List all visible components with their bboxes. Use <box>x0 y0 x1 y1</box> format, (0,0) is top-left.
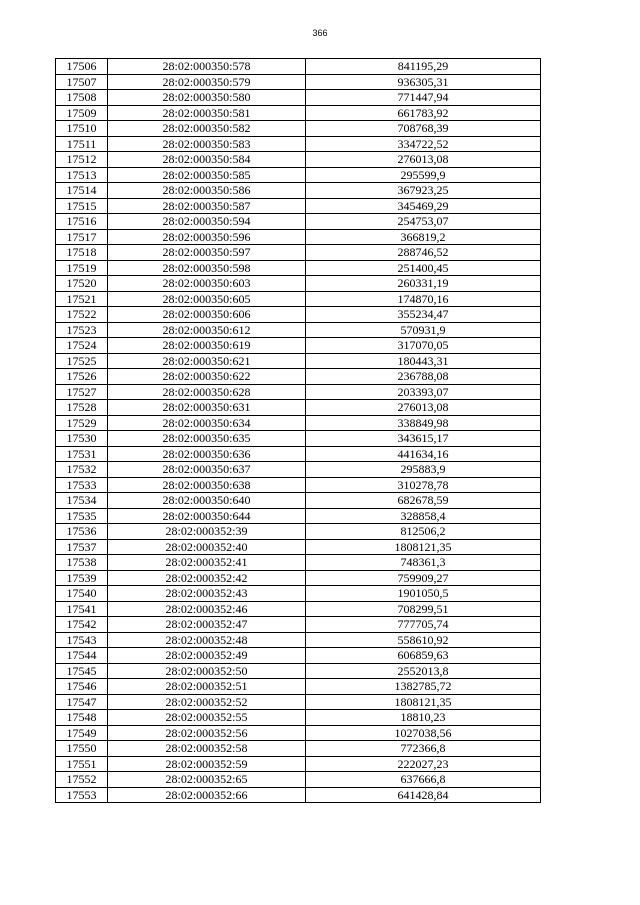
row-number-cell: 17543 <box>56 632 108 648</box>
cadastral-number-cell: 28:02:000352:51 <box>108 679 306 695</box>
value-cell: 812506,2 <box>306 524 541 540</box>
cadastral-number-cell: 28:02:000350:636 <box>108 446 306 462</box>
table-row <box>56 648 541 664</box>
row-number-cell: 17542 <box>56 617 108 633</box>
table-row <box>56 725 541 741</box>
table-row <box>56 400 541 416</box>
table-row <box>56 90 541 106</box>
row-number-cell: 17534 <box>56 493 108 509</box>
table-row <box>56 772 541 788</box>
cadastral-number-cell: 28:02:000352:59 <box>108 756 306 772</box>
row-number-cell: 17536 <box>56 524 108 540</box>
value-cell: 936305,31 <box>306 74 541 90</box>
value-cell: 1382785,72 <box>306 679 541 695</box>
table-row <box>56 787 541 803</box>
table-row <box>56 415 541 431</box>
row-number-cell: 17551 <box>56 756 108 772</box>
table-row <box>56 601 541 617</box>
cadastral-number-cell: 28:02:000350:634 <box>108 415 306 431</box>
value-cell: 343615,17 <box>306 431 541 447</box>
value-cell: 295599,9 <box>306 167 541 183</box>
row-number-cell: 17513 <box>56 167 108 183</box>
cadastral-number-cell: 28:02:000352:47 <box>108 617 306 633</box>
value-cell: 174870,16 <box>306 291 541 307</box>
row-number-cell: 17552 <box>56 772 108 788</box>
table-row <box>56 291 541 307</box>
table-row <box>56 245 541 261</box>
value-cell: 310278,78 <box>306 477 541 493</box>
value-cell: 759909,27 <box>306 570 541 586</box>
value-cell: 708768,39 <box>306 121 541 137</box>
row-number-cell: 17521 <box>56 291 108 307</box>
cadastral-number-cell: 28:02:000350:612 <box>108 322 306 338</box>
row-number-cell: 17535 <box>56 508 108 524</box>
cadastral-number-cell: 28:02:000352:40 <box>108 539 306 555</box>
cadastral-value-table <box>55 58 541 803</box>
row-number-cell: 17531 <box>56 446 108 462</box>
row-number-cell: 17522 <box>56 307 108 323</box>
cadastral-number-cell: 28:02:000350:644 <box>108 508 306 524</box>
table-row <box>56 260 541 276</box>
value-cell: 328858,4 <box>306 508 541 524</box>
value-cell: 334722,52 <box>306 136 541 152</box>
cadastral-number-cell: 28:02:000350:638 <box>108 477 306 493</box>
value-cell: 570931,9 <box>306 322 541 338</box>
row-number-cell: 17515 <box>56 198 108 214</box>
value-cell: 276013,08 <box>306 152 541 168</box>
cadastral-number-cell: 28:02:000352:39 <box>108 524 306 540</box>
table-row <box>56 462 541 478</box>
value-cell: 222027,23 <box>306 756 541 772</box>
value-cell: 2552013,8 <box>306 663 541 679</box>
value-cell: 661783,92 <box>306 105 541 121</box>
cadastral-number-cell: 28:02:000350:594 <box>108 214 306 230</box>
table-row <box>56 183 541 199</box>
value-cell: 367923,25 <box>306 183 541 199</box>
row-number-cell: 17507 <box>56 74 108 90</box>
cadastral-number-cell: 28:02:000352:56 <box>108 725 306 741</box>
table-row <box>56 710 541 726</box>
row-number-cell: 17527 <box>56 384 108 400</box>
table-row <box>56 694 541 710</box>
row-number-cell: 17545 <box>56 663 108 679</box>
cadastral-number-cell: 28:02:000350:621 <box>108 353 306 369</box>
value-cell: 841195,29 <box>306 59 541 75</box>
value-cell: 558610,92 <box>306 632 541 648</box>
cadastral-number-cell: 28:02:000352:43 <box>108 586 306 602</box>
cadastral-number-cell: 28:02:000350:586 <box>108 183 306 199</box>
row-number-cell: 17540 <box>56 586 108 602</box>
cadastral-number-cell: 28:02:000350:580 <box>108 90 306 106</box>
value-cell: 771447,94 <box>306 90 541 106</box>
table-row <box>56 353 541 369</box>
value-cell: 366819,2 <box>306 229 541 245</box>
cadastral-number-cell: 28:02:000350:603 <box>108 276 306 292</box>
table-row <box>56 756 541 772</box>
cadastral-number-cell: 28:02:000350:582 <box>108 121 306 137</box>
value-cell: 1901050,5 <box>306 586 541 602</box>
value-cell: 288746,52 <box>306 245 541 261</box>
row-number-cell: 17537 <box>56 539 108 555</box>
row-number-cell: 17538 <box>56 555 108 571</box>
table-row <box>56 229 541 245</box>
cadastral-number-cell: 28:02:000350:598 <box>108 260 306 276</box>
value-cell: 772366,8 <box>306 741 541 757</box>
row-number-cell: 17546 <box>56 679 108 695</box>
value-cell: 748361,3 <box>306 555 541 571</box>
row-number-cell: 17511 <box>56 136 108 152</box>
value-cell: 236788,08 <box>306 369 541 385</box>
value-cell: 203393,07 <box>306 384 541 400</box>
cadastral-number-cell: 28:02:000350:622 <box>108 369 306 385</box>
row-number-cell: 17514 <box>56 183 108 199</box>
value-cell: 254753,07 <box>306 214 541 230</box>
table-row <box>56 167 541 183</box>
cadastral-number-cell: 28:02:000350:606 <box>108 307 306 323</box>
row-number-cell: 17549 <box>56 725 108 741</box>
row-number-cell: 17510 <box>56 121 108 137</box>
value-cell: 295883,9 <box>306 462 541 478</box>
table-row <box>56 493 541 509</box>
row-number-cell: 17533 <box>56 477 108 493</box>
table-row <box>56 322 541 338</box>
row-number-cell: 17539 <box>56 570 108 586</box>
row-number-cell: 17541 <box>56 601 108 617</box>
value-cell: 251400,45 <box>306 260 541 276</box>
value-cell: 1808121,35 <box>306 694 541 710</box>
value-cell: 355234,47 <box>306 307 541 323</box>
table-row <box>56 508 541 524</box>
value-cell: 1808121,35 <box>306 539 541 555</box>
value-cell: 708299,51 <box>306 601 541 617</box>
row-number-cell: 17529 <box>56 415 108 431</box>
table-row <box>56 586 541 602</box>
cadastral-number-cell: 28:02:000350:637 <box>108 462 306 478</box>
table-row <box>56 136 541 152</box>
row-number-cell: 17530 <box>56 431 108 447</box>
row-number-cell: 17520 <box>56 276 108 292</box>
cadastral-number-cell: 28:02:000352:55 <box>108 710 306 726</box>
table-row <box>56 307 541 323</box>
cadastral-number-cell: 28:02:000352:42 <box>108 570 306 586</box>
cadastral-number-cell: 28:02:000350:579 <box>108 74 306 90</box>
row-number-cell: 17547 <box>56 694 108 710</box>
row-number-cell: 17544 <box>56 648 108 664</box>
value-cell: 777705,74 <box>306 617 541 633</box>
table-row <box>56 741 541 757</box>
cadastral-number-cell: 28:02:000350:584 <box>108 152 306 168</box>
table-row <box>56 121 541 137</box>
table-row <box>56 679 541 695</box>
row-number-cell: 17553 <box>56 787 108 803</box>
row-number-cell: 17508 <box>56 90 108 106</box>
table-row <box>56 539 541 555</box>
row-number-cell: 17506 <box>56 59 108 75</box>
table-row <box>56 617 541 633</box>
cadastral-number-cell: 28:02:000350:581 <box>108 105 306 121</box>
row-number-cell: 17524 <box>56 338 108 354</box>
cadastral-number-cell: 28:02:000350:585 <box>108 167 306 183</box>
cadastral-number-cell: 28:02:000352:46 <box>108 601 306 617</box>
table-row <box>56 338 541 354</box>
value-cell: 276013,08 <box>306 400 541 416</box>
table-row <box>56 632 541 648</box>
value-cell: 682678,59 <box>306 493 541 509</box>
table-row <box>56 214 541 230</box>
cadastral-number-cell: 28:02:000350:583 <box>108 136 306 152</box>
cadastral-number-cell: 28:02:000350:628 <box>108 384 306 400</box>
row-number-cell: 17548 <box>56 710 108 726</box>
cadastral-number-cell: 28:02:000352:52 <box>108 694 306 710</box>
value-cell: 317070,05 <box>306 338 541 354</box>
cadastral-number-cell: 28:02:000350:631 <box>108 400 306 416</box>
page-number: 366 <box>312 28 328 38</box>
value-cell: 345469,29 <box>306 198 541 214</box>
value-cell: 606859,63 <box>306 648 541 664</box>
row-number-cell: 17518 <box>56 245 108 261</box>
value-cell: 1027038,56 <box>306 725 541 741</box>
cadastral-number-cell: 28:02:000350:597 <box>108 245 306 261</box>
cadastral-number-cell: 28:02:000352:58 <box>108 741 306 757</box>
row-number-cell: 17512 <box>56 152 108 168</box>
row-number-cell: 17509 <box>56 105 108 121</box>
cadastral-number-cell: 28:02:000352:66 <box>108 787 306 803</box>
cadastral-number-cell: 28:02:000352:41 <box>108 555 306 571</box>
table-row <box>56 369 541 385</box>
table-row <box>56 431 541 447</box>
cadastral-number-cell: 28:02:000350:605 <box>108 291 306 307</box>
row-number-cell: 17525 <box>56 353 108 369</box>
row-number-cell: 17550 <box>56 741 108 757</box>
table-body <box>56 59 541 803</box>
table-row <box>56 384 541 400</box>
cadastral-number-cell: 28:02:000350:596 <box>108 229 306 245</box>
row-number-cell: 17526 <box>56 369 108 385</box>
table-row <box>56 477 541 493</box>
table-row <box>56 276 541 292</box>
value-cell: 637666,8 <box>306 772 541 788</box>
table-row <box>56 555 541 571</box>
table-row <box>56 570 541 586</box>
value-cell: 260331,19 <box>306 276 541 292</box>
value-cell: 641428,84 <box>306 787 541 803</box>
value-cell: 338849,98 <box>306 415 541 431</box>
row-number-cell: 17523 <box>56 322 108 338</box>
table-row <box>56 198 541 214</box>
value-cell: 18810,23 <box>306 710 541 726</box>
cadastral-number-cell: 28:02:000350:578 <box>108 59 306 75</box>
cadastral-number-cell: 28:02:000352:65 <box>108 772 306 788</box>
table-row <box>56 74 541 90</box>
cadastral-number-cell: 28:02:000350:587 <box>108 198 306 214</box>
row-number-cell: 17532 <box>56 462 108 478</box>
table-row <box>56 105 541 121</box>
value-cell: 180443,31 <box>306 353 541 369</box>
value-cell: 441634,16 <box>306 446 541 462</box>
row-number-cell: 17517 <box>56 229 108 245</box>
row-number-cell: 17516 <box>56 214 108 230</box>
table-row <box>56 663 541 679</box>
row-number-cell: 17519 <box>56 260 108 276</box>
cadastral-number-cell: 28:02:000352:48 <box>108 632 306 648</box>
cadastral-number-cell: 28:02:000350:640 <box>108 493 306 509</box>
table-row <box>56 152 541 168</box>
cadastral-number-cell: 28:02:000352:50 <box>108 663 306 679</box>
cadastral-number-cell: 28:02:000350:635 <box>108 431 306 447</box>
cadastral-number-cell: 28:02:000350:619 <box>108 338 306 354</box>
table-row <box>56 446 541 462</box>
cadastral-number-cell: 28:02:000352:49 <box>108 648 306 664</box>
row-number-cell: 17528 <box>56 400 108 416</box>
table-row <box>56 524 541 540</box>
table-row <box>56 59 541 75</box>
